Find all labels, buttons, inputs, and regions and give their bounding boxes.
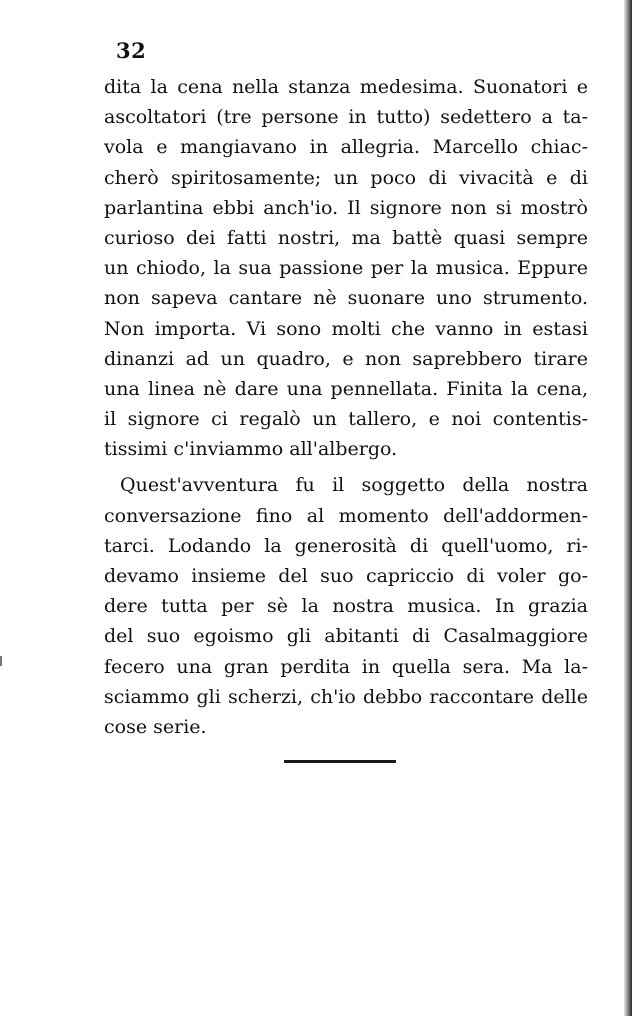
body-text xyxy=(104,72,588,742)
text-line: una linea nè dare una pennellata. Finita la cena, xyxy=(104,377,588,400)
text-line: tissimi c'inviammo all'albergo. xyxy=(104,438,398,461)
text-line: il signore ci regalò un tallero, e noi contentis- xyxy=(104,408,588,431)
text-line: cherò spiritosamente; un poco di vivacità e di xyxy=(104,166,588,189)
text-line: fecero una gran perdita in quella sera. Ma la- xyxy=(104,655,588,678)
text-line: Non importa. Vi sono molti che vanno in estasi xyxy=(104,317,588,340)
text-line: ascoltatori (tre persone in tutto) sedettero a ta- xyxy=(104,106,588,129)
text-line: non sapeva cantare nè suonare uno strumento. xyxy=(104,287,588,310)
scan-speck xyxy=(0,656,2,666)
paragraph-2 xyxy=(104,470,588,742)
text-line: devamo insieme del suo capriccio di voler go- xyxy=(104,565,588,587)
text-line: dita la cena nella stanza medesima. Suonatori e xyxy=(104,76,588,98)
page-edge-shadow xyxy=(624,0,632,1016)
text-line: dere tutta per sè la nostra musica. In grazia xyxy=(104,595,588,618)
text-line: Quest'avventura fu il soggetto della nostra xyxy=(120,474,588,497)
page-number: 32 xyxy=(116,38,147,63)
text-line: del suo egoismo gli abitanti di Casalmaggiore xyxy=(104,625,588,648)
text-line: cose serie. xyxy=(104,715,207,738)
text-line: dinanzi ad un quadro, e non saprebbero tirare xyxy=(104,347,588,370)
text-line: sciammo gli scherzi, ch'io debbo raccontare delle xyxy=(104,685,588,708)
text-line: un chiodo, la sua passione per la musica. Eppure xyxy=(104,257,588,280)
text-line: curioso dei fatti nostri, ma battè quasi sempre xyxy=(104,226,588,249)
text-line: conversazione fino al momento dell'addormen- xyxy=(104,504,588,527)
text-line: tarci. Lodando la generosità di quell'uomo, ri- xyxy=(104,534,588,557)
paragraph-1 xyxy=(104,72,588,464)
section-divider xyxy=(284,760,396,763)
text-line: parlantina ebbi anch'io. Il signore non si mostrò xyxy=(104,196,588,219)
text-line: vola e mangiavano in allegria. Marcello chiac- xyxy=(104,136,588,159)
